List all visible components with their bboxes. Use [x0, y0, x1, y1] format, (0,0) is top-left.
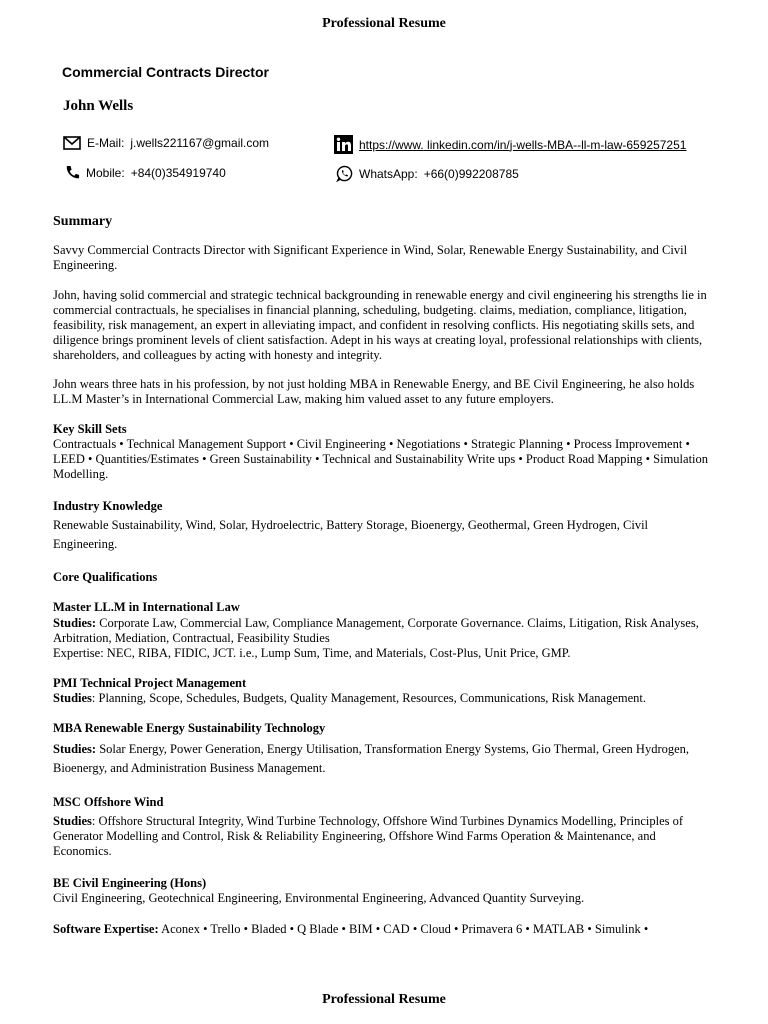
whatsapp-value[interactable]: +66(0)992208785	[423, 166, 519, 181]
pmi-title: PMI Technical Project Management	[53, 676, 247, 690]
linkedin-icon	[334, 135, 353, 154]
mobile-contact	[65, 165, 226, 180]
email-value[interactable]: j.wells221167@gmail.com	[130, 136, 270, 150]
industry-heading: Industry Knowledge	[53, 499, 163, 513]
msc-studies: Studies: Offshore Structural Integrity, Wind Turbine Technology, Offshore Wind Turbines Dynamics Modelling, Principles of Generator Modelling and Control, Risk & Reliability Engineering, Offshore Wind Farms Operation & Maintenance, and Economics.	[53, 814, 684, 858]
mba-studies: Studies: Solar Energy, Power Generation, Energy Utilisation, Transformation Energy Systems, Gio Thermal, Green Hydrogen, Bioenergy, and Administration Business Management.	[53, 742, 690, 775]
llm-expertise: Expertise: NEC, RIBA, FIDIC, JCT. i.e., Lump Sum, Time, and Materials, Cost-Plus, Unit Price, GMP.	[53, 646, 571, 660]
whatsapp-icon	[336, 165, 353, 182]
mba-title: MBA Renewable Energy Sustainability Technology	[53, 721, 326, 735]
software-expertise: Software Expertise: Aconex • Trello • Bladed • Q Blade • BIM • CAD • Cloud • Primavera 6 • MATLAB • Simulink •	[53, 922, 649, 936]
llm-studies: Studies: Corporate Law, Commercial Law, Compliance Management, Corporate Governance. Claims, Litigation, Risk Analyses, Arbitration, Mediation, Contractual, Feasibility Studies	[53, 616, 699, 645]
email-contact	[63, 136, 269, 150]
industry-text: Renewable Sustainability, Wind, Solar, Hydroelectric, Battery Storage, Bioenergy, Geothermal, Green Hydrogen, Civil Engineering.	[53, 518, 649, 551]
key-skills-text: Contractuals • Technical Management Support • Civil Engineering • Negotiations • Strategic Planning • Process Improvement • LEED • Quantities/Estimates • Green Sustainability • Technical and Sustainability Write ups • Product Road Mapping • Simulation Modelling.	[53, 437, 709, 481]
mobile-label: Mobile:	[86, 165, 125, 180]
whatsapp-label: WhatsApp:	[359, 166, 418, 181]
whatsapp-contact	[336, 165, 519, 182]
msc-title: MSC Offshore Wind	[53, 795, 164, 809]
pmi-studies: Studies: Planning, Scope, Schedules, Budgets, Quality Management, Resources, Communications, Risk Management.	[53, 691, 646, 705]
summary-paragraph-1: Savvy Commercial Contracts Director with Significant Experience in Wind, Solar, Renewable Energy Sustainability, and Civil Engineering.	[53, 243, 688, 272]
summary-heading: Summary	[53, 214, 113, 229]
linkedin-contact[interactable]	[334, 135, 686, 154]
be-text: Civil Engineering, Geotechnical Engineering, Environmental Engineering, Advanced Quantity Surveying.	[53, 891, 585, 905]
phone-icon	[65, 165, 80, 180]
be-title: BE Civil Engineering (Hons)	[53, 876, 207, 890]
summary-paragraph-3: John wears three hats in his profession, by not just holding MBA in Renewable Energy, and BE Civil Engineering, he also holds LL.M Master’s in International Commercial Law, making him valued asset to any future employers.	[53, 377, 695, 406]
linkedin-url[interactable]: https://www. linkedin.com/in/j-wells-MBA--ll-m-law-659257251	[359, 137, 687, 152]
job-title: Commercial Contracts Director	[62, 64, 269, 80]
envelope-icon	[63, 136, 81, 150]
key-skills-heading: Key Skill Sets	[53, 422, 127, 436]
email-label: E-Mail:	[87, 136, 125, 150]
summary-paragraph-2: John, having solid commercial and strategic technical backgrounding in renewable energy and civil engineering his strengths lie in commercial contractuals, he specialises in financial planning, scheduling, budgeting. claims, mediation, compliance, litigation, feasibility, risk management, an expert in alleviating impact, and confident in resolving conflicts. His negotiating skills sets, and diligence brings prominent levels of client satisfaction. Adept in his ways at creating loyal, professional relationships with clients, shareholders, and colleagues by acting with honesty and integrity.	[53, 288, 707, 362]
candidate-name: John Wells	[63, 98, 134, 114]
page-footer: Professional Resume	[322, 992, 446, 1007]
core-qualifications-heading: Core Qualifications	[53, 570, 158, 584]
page-header: Professional Resume	[322, 16, 446, 31]
mobile-value[interactable]: +84(0)354919740	[130, 165, 226, 180]
llm-title: Master LL.M in International Law	[53, 600, 240, 614]
